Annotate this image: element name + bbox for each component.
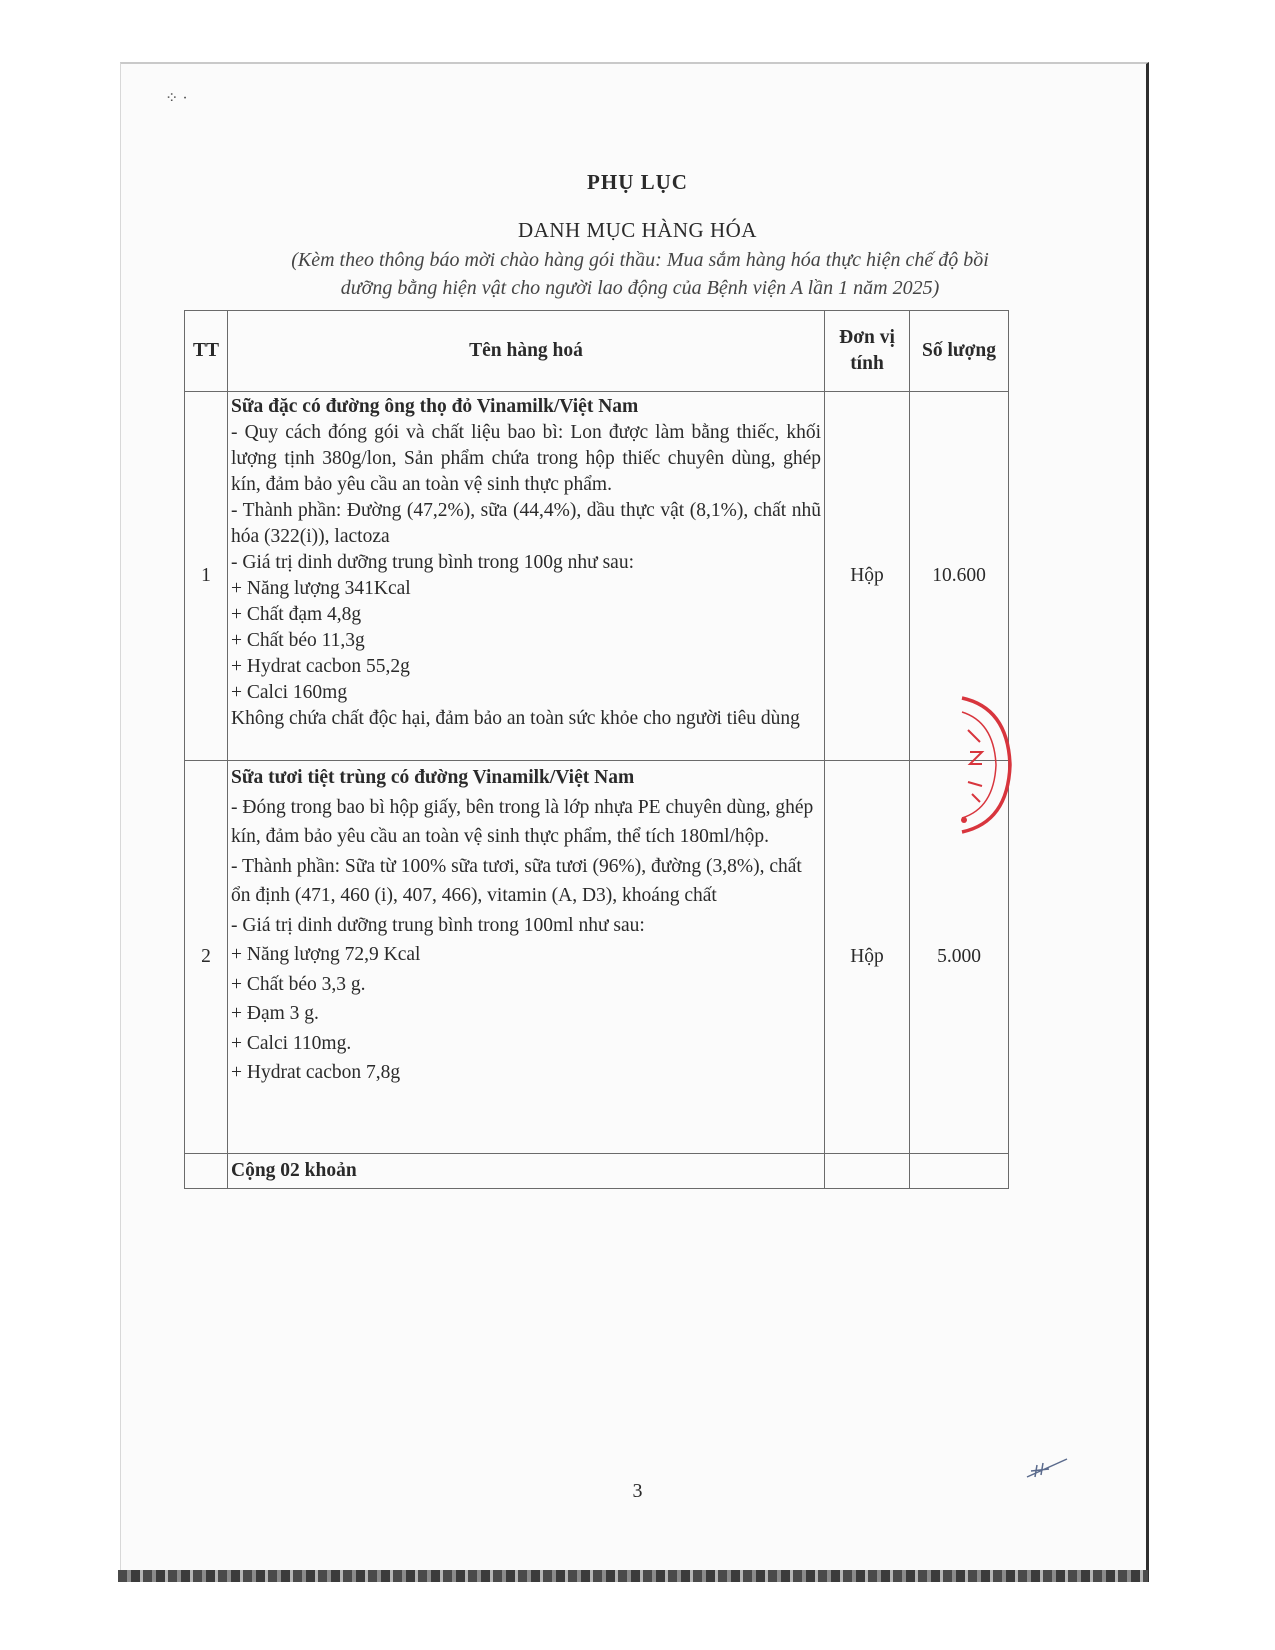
table-row bbox=[185, 761, 1009, 1154]
row-description bbox=[228, 761, 825, 1154]
item-name: Sữa tươi tiệt trùng có đường Vinamilk/Việt Nam bbox=[231, 767, 635, 788]
item-line: + Năng lượng 341Kcal bbox=[231, 578, 411, 599]
item-line: Không chứa chất độc hại, đảm bảo an toàn sức khỏe cho người tiêu dùng bbox=[231, 708, 800, 729]
row-unit: Hộp bbox=[825, 392, 910, 761]
item-line: + Chất béo 11,3g bbox=[231, 630, 365, 651]
item-line: - Đóng trong bao bì hộp giấy, bên trong là lớp nhựa PE chuyên dùng, ghép kín, đảm bảo yêu cầu an toàn vệ sinh thực phẩm, thể tích 180ml/hộp. bbox=[231, 796, 814, 847]
page-number: 3 bbox=[632, 1480, 643, 1502]
item-line: - Quy cách đóng gói và chất liệu bao bì: Lon được làm bằng thiếc, khối lượng tịnh 380g/lon, Sản phẩm chứa trong hộp thiếc chuyên dùng, ghép kín, đảm bảo yêu cầu an toàn vệ sinh thực phẩm. bbox=[231, 422, 821, 495]
row-tt: 1 bbox=[185, 392, 228, 761]
item-line: + Chất đạm 4,8g bbox=[231, 604, 362, 625]
header-tt: TT bbox=[185, 311, 228, 392]
item-name: Sữa đặc có đường ông thọ đỏ Vinamilk/Việt Nam bbox=[231, 396, 639, 417]
item-line: - Thành phần: Sữa từ 100% sữa tươi, sữa tươi (96%), đường (3,8%), chất ổn định (471, 460 (i), 407, 466), vitamin (A, D3), khoáng chất bbox=[231, 855, 802, 906]
signature-initial-icon bbox=[1025, 1455, 1070, 1480]
red-seal-stamp-icon bbox=[960, 690, 1030, 840]
item-line: + Đạm 3 g. bbox=[231, 1003, 319, 1024]
total-row bbox=[185, 1154, 1009, 1189]
page-title: PHỤ LỤC bbox=[587, 170, 688, 194]
table-header-row bbox=[185, 311, 1009, 392]
row-qty: 5.000 bbox=[910, 761, 1009, 1154]
row-unit: Hộp bbox=[825, 761, 910, 1154]
goods-table bbox=[184, 310, 1009, 1189]
total-tt-cell bbox=[185, 1154, 228, 1189]
item-line: + Calci 110mg. bbox=[231, 1032, 352, 1054]
page-note bbox=[210, 246, 1070, 302]
row-description bbox=[228, 392, 825, 761]
total-label: Cộng 02 khoản bbox=[228, 1154, 825, 1189]
scan-edge bbox=[118, 1570, 1148, 1582]
table-row bbox=[185, 392, 1009, 761]
item-line: - Thành phần: Đường (47,2%), sữa (44,4%), dầu thực vật (8,1%), chất nhũ hóa (322(i)), lactoza bbox=[231, 500, 821, 547]
header-unit: Đơn vị tính bbox=[825, 311, 910, 392]
note-line: (Kèm theo thông báo mời chào hàng gói thầu: Mua sắm hàng hóa thực hiện chế độ bồi bbox=[291, 249, 989, 271]
note-line: dưỡng bằng hiện vật cho người lao động của Bệnh viện A lần 1 năm 2025) bbox=[340, 277, 940, 299]
header-qty: Số lượng bbox=[910, 311, 1009, 392]
total-qty-cell bbox=[910, 1154, 1009, 1189]
item-line: + Calci 160mg bbox=[231, 682, 348, 703]
item-line: - Giá trị dinh dưỡng trung bình trong 100ml như sau: bbox=[231, 914, 645, 936]
row-qty: 10.600 bbox=[910, 392, 1009, 761]
item-line: + Năng lượng 72,9 Kcal bbox=[231, 944, 421, 965]
total-unit-cell bbox=[825, 1154, 910, 1189]
item-line: + Hydrat cacbon 55,2g bbox=[231, 656, 410, 677]
row-tt: 2 bbox=[185, 761, 228, 1154]
scan-specks: ⁘ · bbox=[165, 90, 188, 107]
item-line: + Hydrat cacbon 7,8g bbox=[231, 1062, 401, 1083]
header-name: Tên hàng hoá bbox=[228, 311, 825, 392]
page-subtitle: DANH MỤC HÀNG HÓA bbox=[518, 218, 757, 242]
item-line: - Giá trị dinh dưỡng trung bình trong 100g như sau: bbox=[231, 552, 634, 573]
item-line: + Chất béo 3,3 g. bbox=[231, 973, 366, 995]
